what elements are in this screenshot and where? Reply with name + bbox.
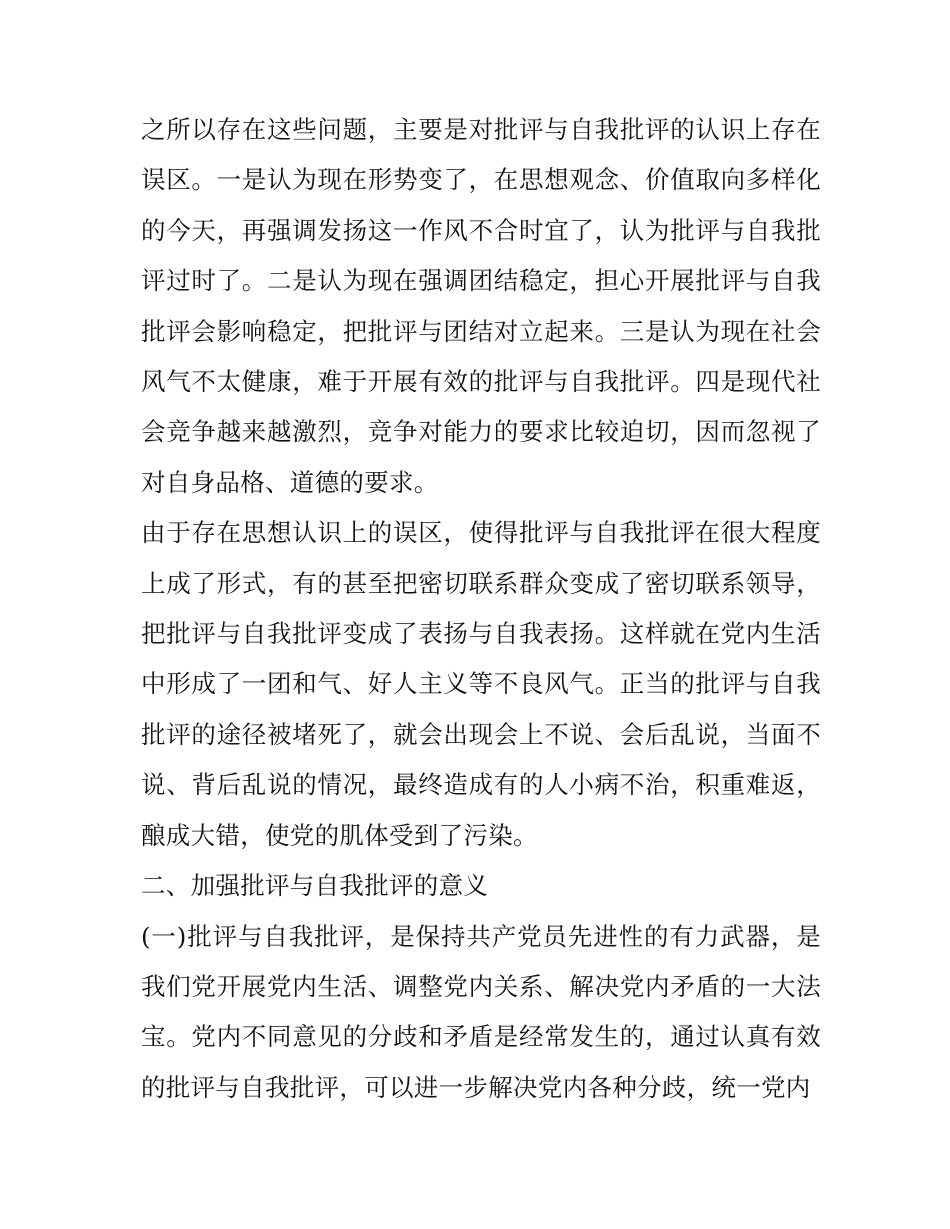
- paragraph-causes-of-problems: 之所以存在这些问题，主要是对批评与自我批评的认识上存在误区。一是认为现在形势变了，在思想观念、价值取向多样化的今天，再强调发扬这一作风不合时宜了，认为批评与自我批评过时了。二是认为现在强调团结稳定，担心开展批评与自我批评会影响稳定，把批评与团结对立起来。三是认为现在社会风气不太健康，难于开展有效的批评与自我批评。四是现代社会竞争越来越激烈，竞争对能力的要求比较迫切，因而忽视了对自身品格、道德的要求。: [141, 115, 821, 497]
- document-body: [141, 105, 821, 1113]
- section-heading-significance: 二、加强批评与自我批评的意义: [141, 871, 489, 901]
- paragraph-consequences: 由于存在思想认识上的误区，使得批评与自我批评在很大程度上成了形式，有的甚至把密切联系群众变成了密切联系领导，把批评与自我批评变成了表扬与自我表扬。这样就在党内生活中形成了一团和气、好人主义等不良风气。正当的批评与自我批评的途径被堵死了，就会出现会上不说、会后乱说，当面不说、背后乱说的情况，最终造成有的人小病不治，积重难返，酿成大错，使党的肌体受到了污染。: [141, 518, 821, 850]
- paragraph-point-one: (一)批评与自我批评，是保持共产党员先进性的有力武器，是我们党开展党内生活、调整党内关系、解决党内矛盾的一大法宝。党内不同意见的分歧和矛盾是经常发生的，通过认真有效的批评与自我批评，可以进一步解决党内各种分歧，统一党内: [141, 921, 821, 1102]
